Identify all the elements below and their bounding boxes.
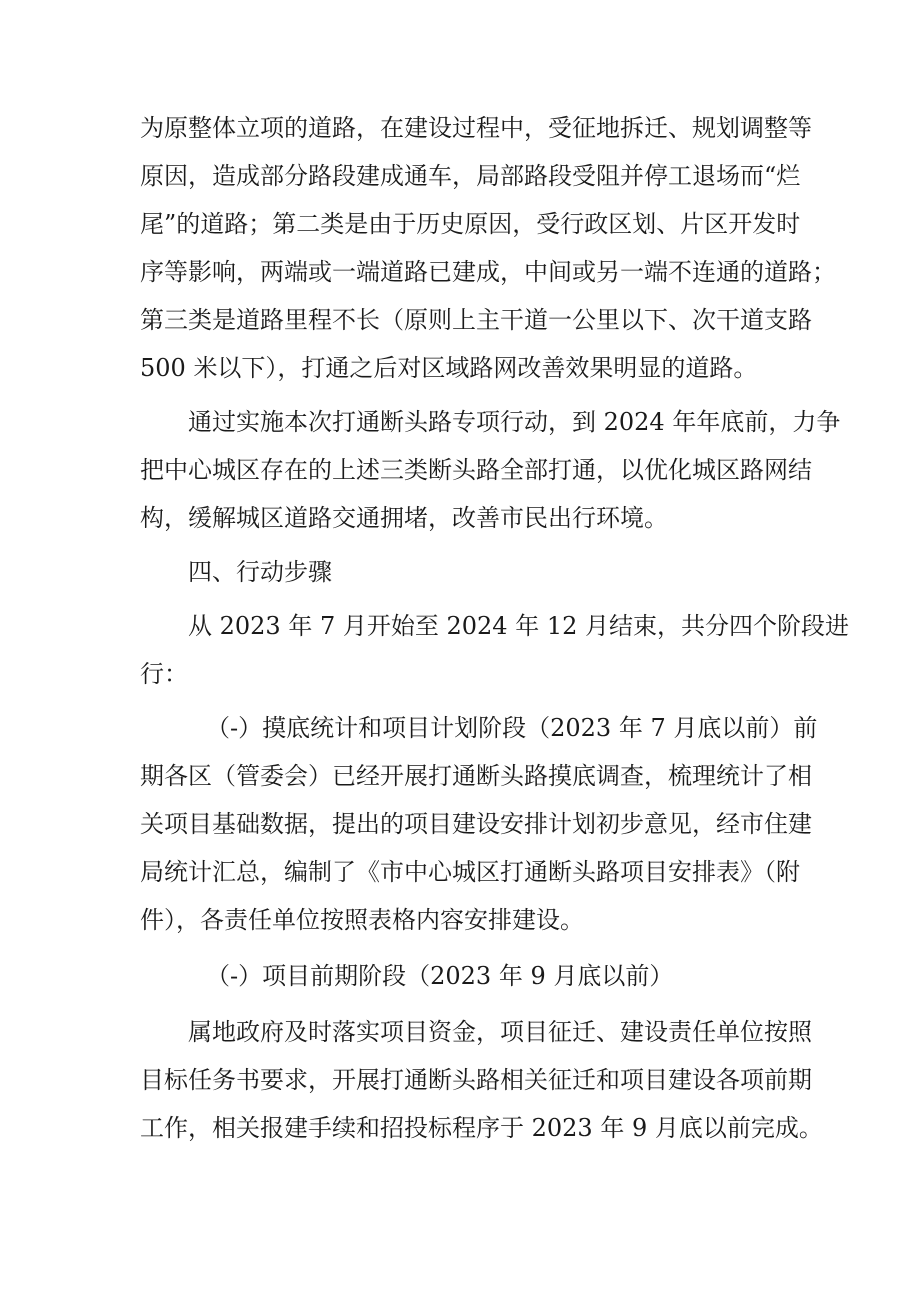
text-line: 把中心城区存在的上述三类断头路全部打通，以优化城区路网结 <box>140 456 812 484</box>
document-body <box>140 104 849 1152</box>
paragraph-stage-two <box>140 1008 823 1152</box>
text-line: 关项目基础数据，提出的项目建设安排计划初步意见，经市住建 <box>140 810 812 838</box>
text-line: 为原整体立项的道路，在建设过程中，受征地拆迁、规划调整等 <box>140 114 812 142</box>
text-line: 目标任务书要求，开展打通断头路相关征迁和项目建设各项前期 <box>140 1066 812 1094</box>
text-line: 通过实施本次打通断头路专项行动，到 2024 年年底前，力争 <box>188 408 841 436</box>
text-line: 件），各责任单位按照表格内容安排建设。 <box>140 906 584 934</box>
text-line: （-）摸底统计和项目计划阶段（2023 年 7 月底以前）前 <box>206 714 818 742</box>
text-line: 工作，相关报建手续和招投标程序于 2023 年 9 月底以前完成。 <box>140 1114 823 1142</box>
subheading: （-）项目前期阶段（2023 年 9 月底以前） <box>206 962 674 990</box>
section-heading: 四、行动步骤 <box>188 558 332 586</box>
text-line: 第三类是道路里程不长（原则上主干道一公里以下、次干道支路 <box>140 306 812 334</box>
text-line: 500 米以下），打通之后对区域路网改善效果明显的道路。 <box>140 354 758 382</box>
section-heading-action-steps <box>140 548 788 596</box>
text-line: 局统计汇总，编制了《市中心城区打通断头路项目安排表》（附 <box>140 858 800 886</box>
text-line: 属地政府及时落实项目资金，项目征迁、建设责任单位按照 <box>188 1018 812 1046</box>
paragraph-goal <box>140 398 841 542</box>
text-line: 从 2023 年 7 月开始至 2024 年 12 月结束，共分四个阶段进 <box>188 612 849 640</box>
paragraph-timeline <box>140 602 849 698</box>
text-line: 原因，造成部分路段建成通车，局部路段受阻并停工退场而“烂 <box>140 162 801 190</box>
text-line: 期各区（管委会）已经开展打通断头路摸底调查，梳理统计了相 <box>140 762 812 790</box>
text-line: 尾”的道路；第二类是由于历史原因，受行政区划、片区开发时 <box>140 210 801 238</box>
text-line: 序等影响，两端或一端道路已建成，中间或另一端不连通的道路； <box>140 258 836 286</box>
text-line: 行： <box>140 660 188 688</box>
subheading-stage-two <box>140 952 788 1000</box>
text-line: 构，缓解城区道路交通拥堵，改善市民出行环境。 <box>140 504 668 532</box>
paragraph-stage-one <box>140 704 818 944</box>
paragraph-road-categories <box>140 104 836 392</box>
